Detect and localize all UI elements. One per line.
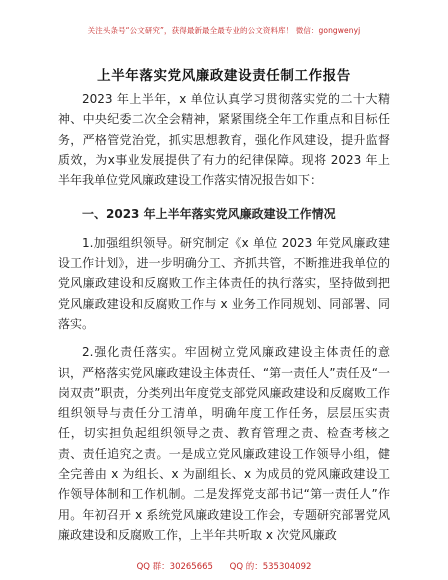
document-body [58,89,390,545]
section-heading: 一、2023 年上半年落实党风廉政建设工作情况 [82,207,336,222]
footer-qq-number: QQ 的：535304092 [229,562,312,572]
page-title: 上半年落实党风廉政建设责任制工作报告 [97,68,351,84]
intro-paragraph: 2023 年上半年，x 单位认真学习贯彻落实党的二十大精神、中央纪委二次全会精神，紧紧围绕全年工作重点和目标任务，严格管党治党，抓实思想教育，强化作风建设，提升监督质效，为x事业发展提供了有力的纪律保障。现将 2023 年上半年我单位党风廉政建设工作落实情况报告如下： [58,92,390,188]
paragraph-2: 2.强化责任落实。牢固树立党风廉政建设主体责任的意识，严格落实党风廉政建设主体责任、“第一责任人”责任及“一岗双责”职责，分类列出年度党支部党风廉政建设和反腐败工作组织领导与责任分工清单，明确年度工作任务，层层压实责任，切实担负起组织领导之责、教育管理之责、检查考核之责、责任追究之责。一是成立党风廉政建设工作领导小组，健全完善由 x 为组长、x 为副组长、x 为成员的党风廉政建设工作领导体制和工作机制。二是发挥党支部书记“第一责任人”作用。年初召开 x 系统党风廉政建设工作会，专题研究部署党风廉政建设和反腐败工作，上半年共听取 x 次党风廉政 [58,345,390,542]
footer-qq-group: QQ 群：30265665 [136,562,213,572]
footer-contacts [0,562,448,573]
header-banner: 关注头条号“公文研究”，获得最新最全最专业的公文资料库！ 微信：gongwenyj [87,26,361,35]
paragraph-1: 1.加强组织领导。研究制定《x 单位 2023 年党风廉政建设工作计划》，进一步明确分工、齐抓共管，不断推进我单位的党风廉政建设和反腐败工作主体责任的执行落实，坚持做到把党风廉政建设和反腐败工作与 x 业务工作同规划、同部署、同落实。 [58,235,390,331]
